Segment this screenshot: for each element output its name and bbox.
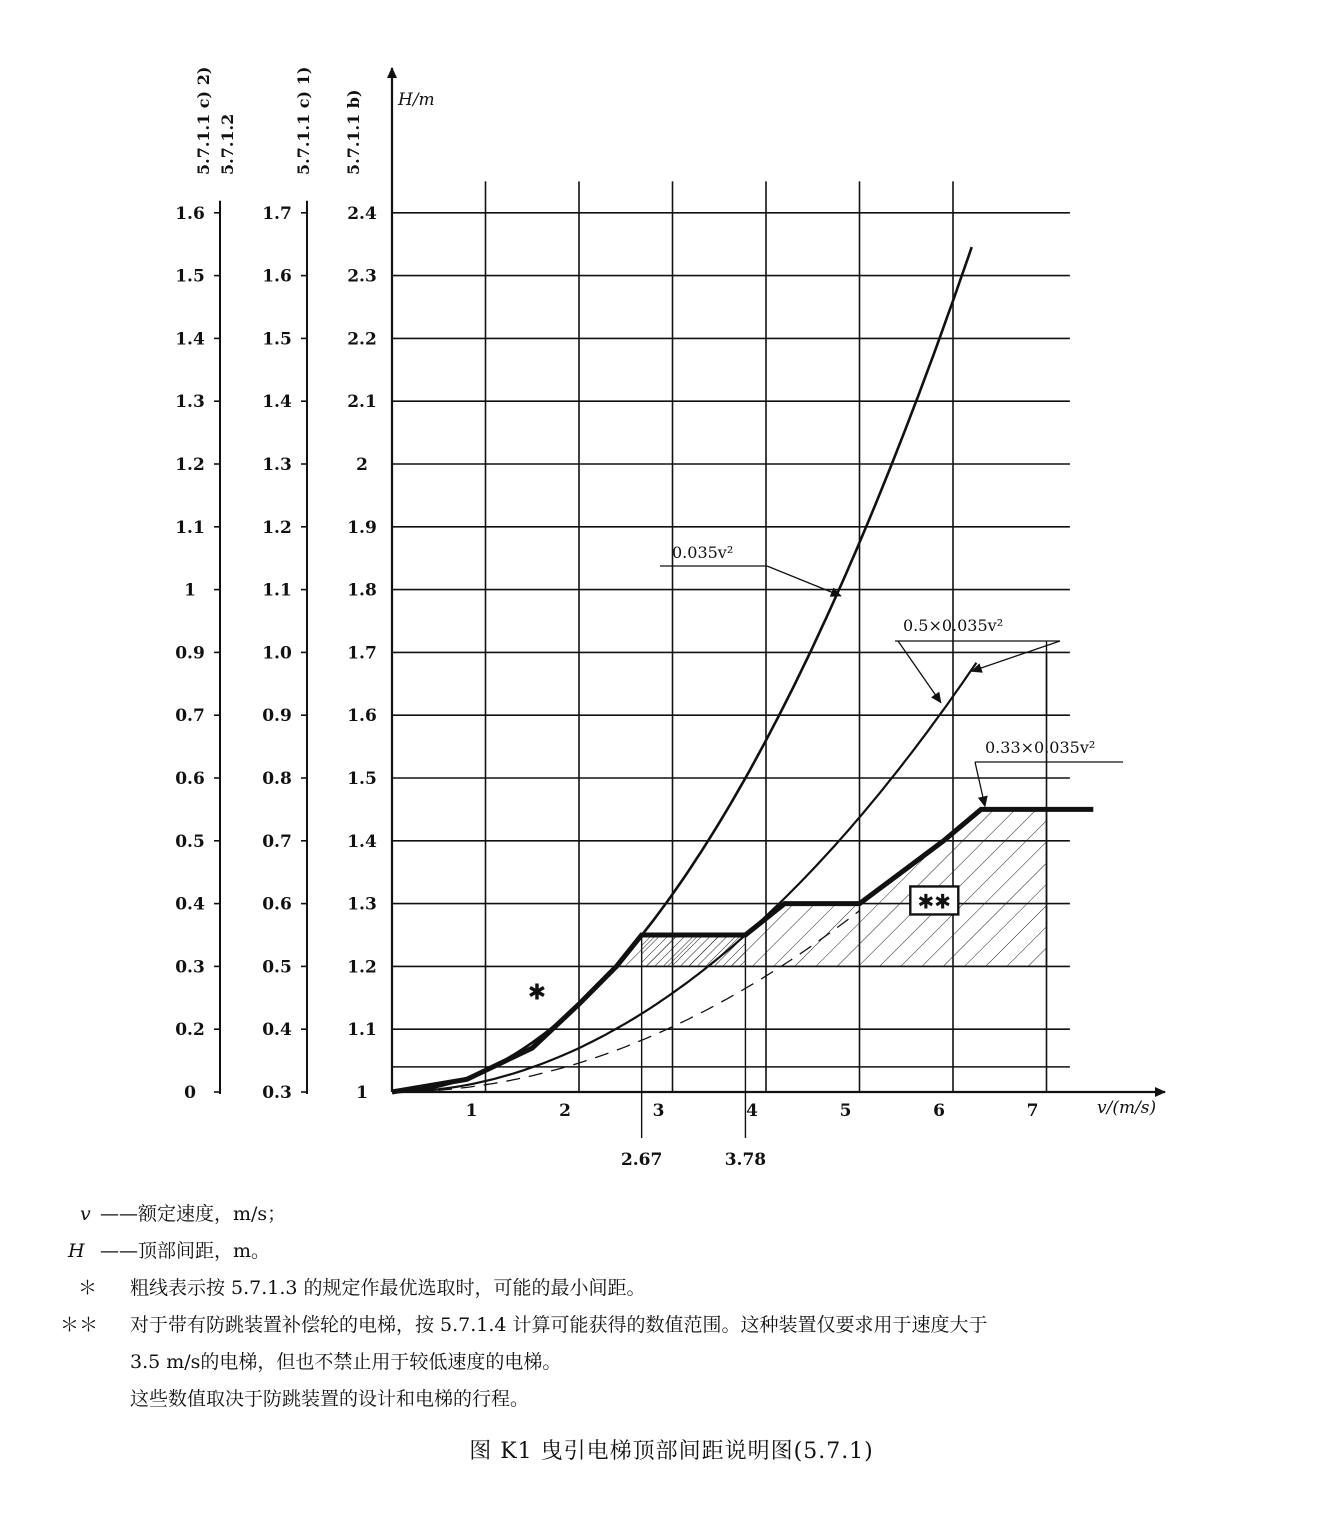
y-tick-label: 1 xyxy=(356,1083,368,1103)
callout-leader xyxy=(898,641,941,703)
y-tick-label: 1.2 xyxy=(347,957,377,978)
x-tick-label: 5 xyxy=(839,1101,852,1121)
x-tick-label: 1 xyxy=(465,1101,478,1121)
secondary-tick-label: 0.4 xyxy=(262,1020,292,1041)
secondary-tick-label: 1.0 xyxy=(262,643,292,664)
secondary-tick-label: 0 xyxy=(184,1083,196,1103)
axis-header: 5.7.1.1 c) 2) xyxy=(194,66,213,175)
note-design xyxy=(60,1381,1330,1418)
secondary-tick-label: 1.3 xyxy=(262,455,292,475)
x-axis-label: v/(m/s) xyxy=(1097,1098,1157,1118)
x-tick-label: 6 xyxy=(933,1101,945,1121)
hatched-box-dense xyxy=(642,935,746,966)
secondary-tick-label: 0.9 xyxy=(262,706,292,727)
note-h xyxy=(60,1233,1330,1270)
y-tick-label: 2.3 xyxy=(347,266,377,287)
secondary-tick-label: 1.4 xyxy=(262,392,292,413)
series-label: 0.035v² xyxy=(672,543,734,562)
secondary-tick-label: 1.1 xyxy=(262,580,292,601)
y-tick-label: 2.4 xyxy=(347,203,377,224)
secondary-tick-label: 1.1 xyxy=(175,517,205,538)
y-tick-label: 1.3 xyxy=(347,894,377,915)
grid-lines xyxy=(392,181,1070,1138)
series-label: 0.5×0.035v² xyxy=(903,616,1004,635)
secondary-tick-label: 1.3 xyxy=(175,392,205,413)
x-tick-label: 3 xyxy=(652,1101,665,1121)
hatched-region xyxy=(616,809,1046,966)
y-axis-label: H/m xyxy=(398,90,435,110)
secondary-tick-label: 0.4 xyxy=(175,894,205,915)
secondary-tick-label: 1 xyxy=(184,580,196,601)
secondary-tick-label: 0.6 xyxy=(262,894,292,915)
y-tick-label: 1.1 xyxy=(347,1020,377,1041)
secondary-tick-label: 1.7 xyxy=(262,203,292,224)
curve-callouts xyxy=(660,543,1123,806)
x-extra-tick-label: 2.67 xyxy=(620,1150,663,1170)
axis-header: 5.7.1.2 xyxy=(218,113,237,175)
secondary-tick-label: 0.7 xyxy=(175,706,205,727)
x-tick-label: 7 xyxy=(1026,1101,1039,1121)
secondary-tick-label: 1.2 xyxy=(262,517,292,538)
note-v xyxy=(60,1196,1330,1233)
y-tick-label: 1.7 xyxy=(347,643,377,664)
series-label: 0.33×0.035v² xyxy=(985,738,1096,757)
axis-header: 5.7.1.1 c) 1) xyxy=(294,66,313,175)
double-star-marker: ✱✱ xyxy=(917,889,952,914)
secondary-tick-label: 1.5 xyxy=(262,329,292,350)
x-extra-tick-label: 3.78 xyxy=(724,1150,767,1170)
secondary-tick-label: 0.3 xyxy=(175,957,205,978)
note-star xyxy=(60,1270,1330,1307)
y-tick-label: 1.4 xyxy=(347,831,377,852)
secondary-tick-label: 0.9 xyxy=(175,643,205,664)
note-text: 对于带有防跳装置补偿轮的电梯，按 5.7.1.4 计算可能获得的数值范围。这种装置仅要求用于速度大于 xyxy=(130,1314,988,1336)
y-tick-label: 2.1 xyxy=(347,392,377,413)
x-tick-label: 2 xyxy=(559,1101,571,1121)
note-symbol: H xyxy=(68,1240,85,1262)
y-tick-label: 2 xyxy=(356,455,368,475)
secondary-tick-label: 0.5 xyxy=(175,831,205,852)
x-tick-label: 4 xyxy=(746,1101,758,1121)
secondary-tick-label: 0.6 xyxy=(175,769,205,789)
secondary-tick-label: 1.6 xyxy=(175,203,205,224)
single-star-marker: ✱ xyxy=(527,980,547,1006)
y-tick-label: 2.2 xyxy=(347,329,377,350)
y-tick-label: 1.9 xyxy=(347,517,377,538)
secondary-tick-label: 1.6 xyxy=(262,266,292,287)
secondary-tick-label: 0.5 xyxy=(262,957,292,978)
axis-header: 5.7.1.1 b) xyxy=(344,89,363,175)
secondary-tick-label: 0.7 xyxy=(262,831,292,852)
legend-notes xyxy=(60,1196,1330,1418)
y-tick-label: 1.5 xyxy=(347,769,377,789)
note-symbol: ＊ xyxy=(78,1277,98,1299)
note-symbol: v xyxy=(80,1203,91,1225)
note-continuation xyxy=(60,1344,1330,1381)
note-text: ——顶部间距，m。 xyxy=(100,1240,271,1262)
note-text: 3.5 m/s的电梯，但也不禁止用于较低速度的电梯。 xyxy=(130,1351,562,1373)
secondary-tick-label: 1.2 xyxy=(175,455,205,475)
secondary-tick-label: 0.3 xyxy=(262,1083,292,1103)
note-text: 粗线表示按 5.7.1.3 的规定作最优选取时，可能的最小间距。 xyxy=(130,1277,646,1299)
secondary-tick-label: 1.5 xyxy=(175,266,205,287)
note-symbol: ＊＊ xyxy=(60,1314,99,1336)
note-double-star xyxy=(60,1307,1330,1344)
callout-leader xyxy=(767,566,841,596)
y-tick-label: 1.8 xyxy=(347,580,377,601)
callout-leader xyxy=(975,762,985,806)
note-text: ——额定速度，m/s； xyxy=(100,1203,287,1225)
secondary-tick-label: 1.4 xyxy=(175,329,205,350)
figure-caption: 图 K1 曳引电梯顶部间距说明图(5.7.1) xyxy=(469,1439,874,1464)
y-tick-label: 1.6 xyxy=(347,706,377,727)
note-text: 这些数值取决于防跳装置的设计和电梯的行程。 xyxy=(130,1388,530,1410)
secondary-tick-label: 0.2 xyxy=(175,1020,205,1041)
secondary-tick-label: 0.8 xyxy=(262,769,292,789)
secondary-axes xyxy=(175,67,363,1103)
